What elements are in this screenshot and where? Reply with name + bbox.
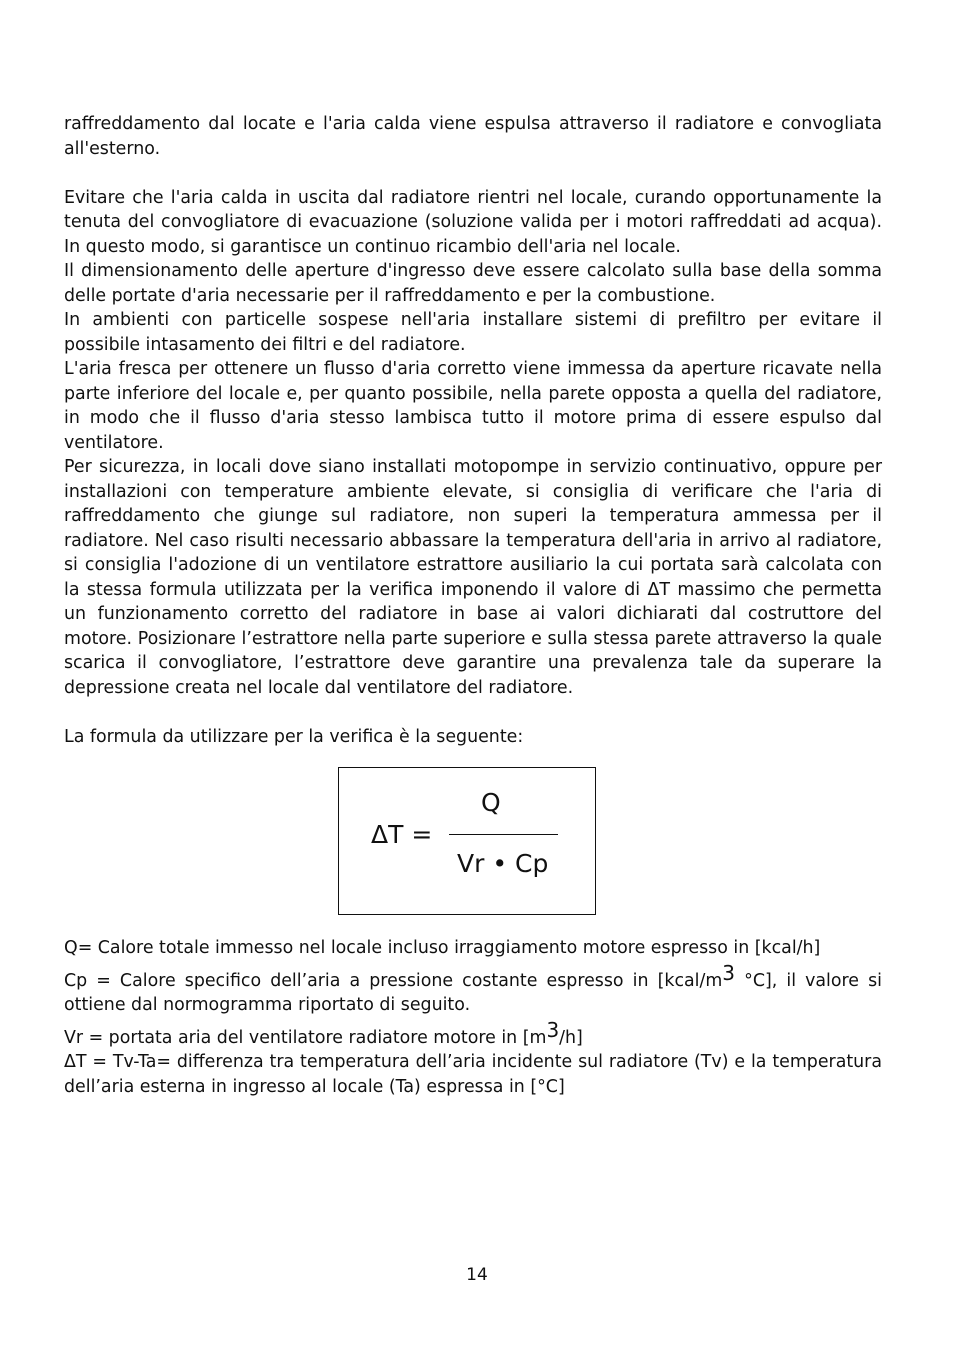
page-number: 14: [466, 1265, 488, 1285]
formula-lhs: ΔT =: [371, 820, 433, 849]
definitions: [64, 936, 882, 1099]
formula-numerator: Q: [481, 788, 501, 817]
paragraph-safety: Per sicurezza, in locali dove siano installati motopompe in servizio continuativo, oppure per installazioni con temperature ambiente elevate, si consiglia di verificare che l'aria di raffreddamento che giunge sul radiatore, non superi la temperatura ammessa per il radiatore. Nel caso risulti necessario abbassare la temperatura dell'aria in arrivo al radiatore, si consiglia l'adozione di un ventilatore estrattore ausiliario la cui portata sarà calcolata con la stessa formula utilizzata per la verifica imponendo il valore di ΔT massimo che permetta un funzionamento corretto del radiatore in base ai valori dichiarati dal costruttore del motore. Posizionare l’estrattore nella parte superiore e sulla stessa parete attraverso la quale scarica il convogliatore, l’estrattore deve garantire una prevalenza tale da superare la depressione creata nel locale dal ventilatore del radiatore.: [64, 457, 882, 698]
paragraph-openings: Il dimensionamento delle aperture d'ingresso deve essere calcolato sulla base della somma delle portate d'aria necessarie per il raffreddamento e per la combustione.: [64, 261, 882, 306]
definition-vr: [64, 1017, 882, 1051]
paragraph-fresh-air: L'aria fresca per ottenere un flusso d'aria corretto viene immessa da aperture ricavate nella parte inferiore del locale e, per quanto possibile, nella parete opposta a quella del radiatore, in modo che il flusso d'aria stesso lambisca tutto il motore prima di essere espulso dal ventilatore.: [64, 359, 882, 453]
fraction-bar: [449, 834, 558, 835]
definition-q: Q= Calore totale immesso nel locale incluso irraggiamento motore espresso in [kcal/h]: [64, 938, 821, 958]
paragraph-gap: [64, 700, 882, 725]
definition-vr-text: Vr = portata aria del ventilatore radiatore motore in [m: [64, 1027, 547, 1048]
formula-denominator: Vr • Cp: [457, 849, 549, 878]
paragraph-gap: [64, 161, 882, 186]
definition-cp-exponent: 3: [722, 960, 736, 985]
body-text: [64, 112, 882, 749]
paragraph-formula-intro: La formula da utilizzare per la verifica è la seguente:: [64, 726, 524, 747]
definition-cp-text: Cp = Calore specifico dell’aria a pressione costante espresso in [kcal/m: [64, 970, 723, 991]
definition-delta-t: ΔT = Tv-Ta= differenza tra temperatura dell’aria incidente sul radiatore (Tv) e la temperatura dell’aria esterna in ingresso al locale (Ta) espressa in [°C]: [64, 1052, 882, 1097]
definition-vr-rest: /h]: [559, 1027, 583, 1048]
paragraph-prefilter: In ambienti con particelle sospese nell'aria installare sistemi di prefiltro per evitare il possibile intasamento dei filtri e del radiatore.: [64, 310, 882, 355]
formula-box: [338, 767, 596, 915]
definition-vr-exponent: 3: [546, 1017, 560, 1042]
definition-cp-rest: °C], il valore si ottiene dal normogramma riportato di seguito.: [64, 970, 882, 1015]
definition-cp: [64, 960, 882, 1018]
paragraph-hot-air: Evitare che l'aria calda in uscita dal radiatore rientri nel locale, curando opportunamente la tenuta del convogliatore di evacuazione (soluzione valida per i motori raffreddati ad acqua). In questo modo, si garantisce un continuo ricambio dell'aria nel locale.: [64, 187, 882, 257]
paragraph-exhaust: raffreddamento dal locate e l'aria calda viene espulsa attraverso il radiatore e convogliata all'esterno.: [64, 114, 882, 159]
